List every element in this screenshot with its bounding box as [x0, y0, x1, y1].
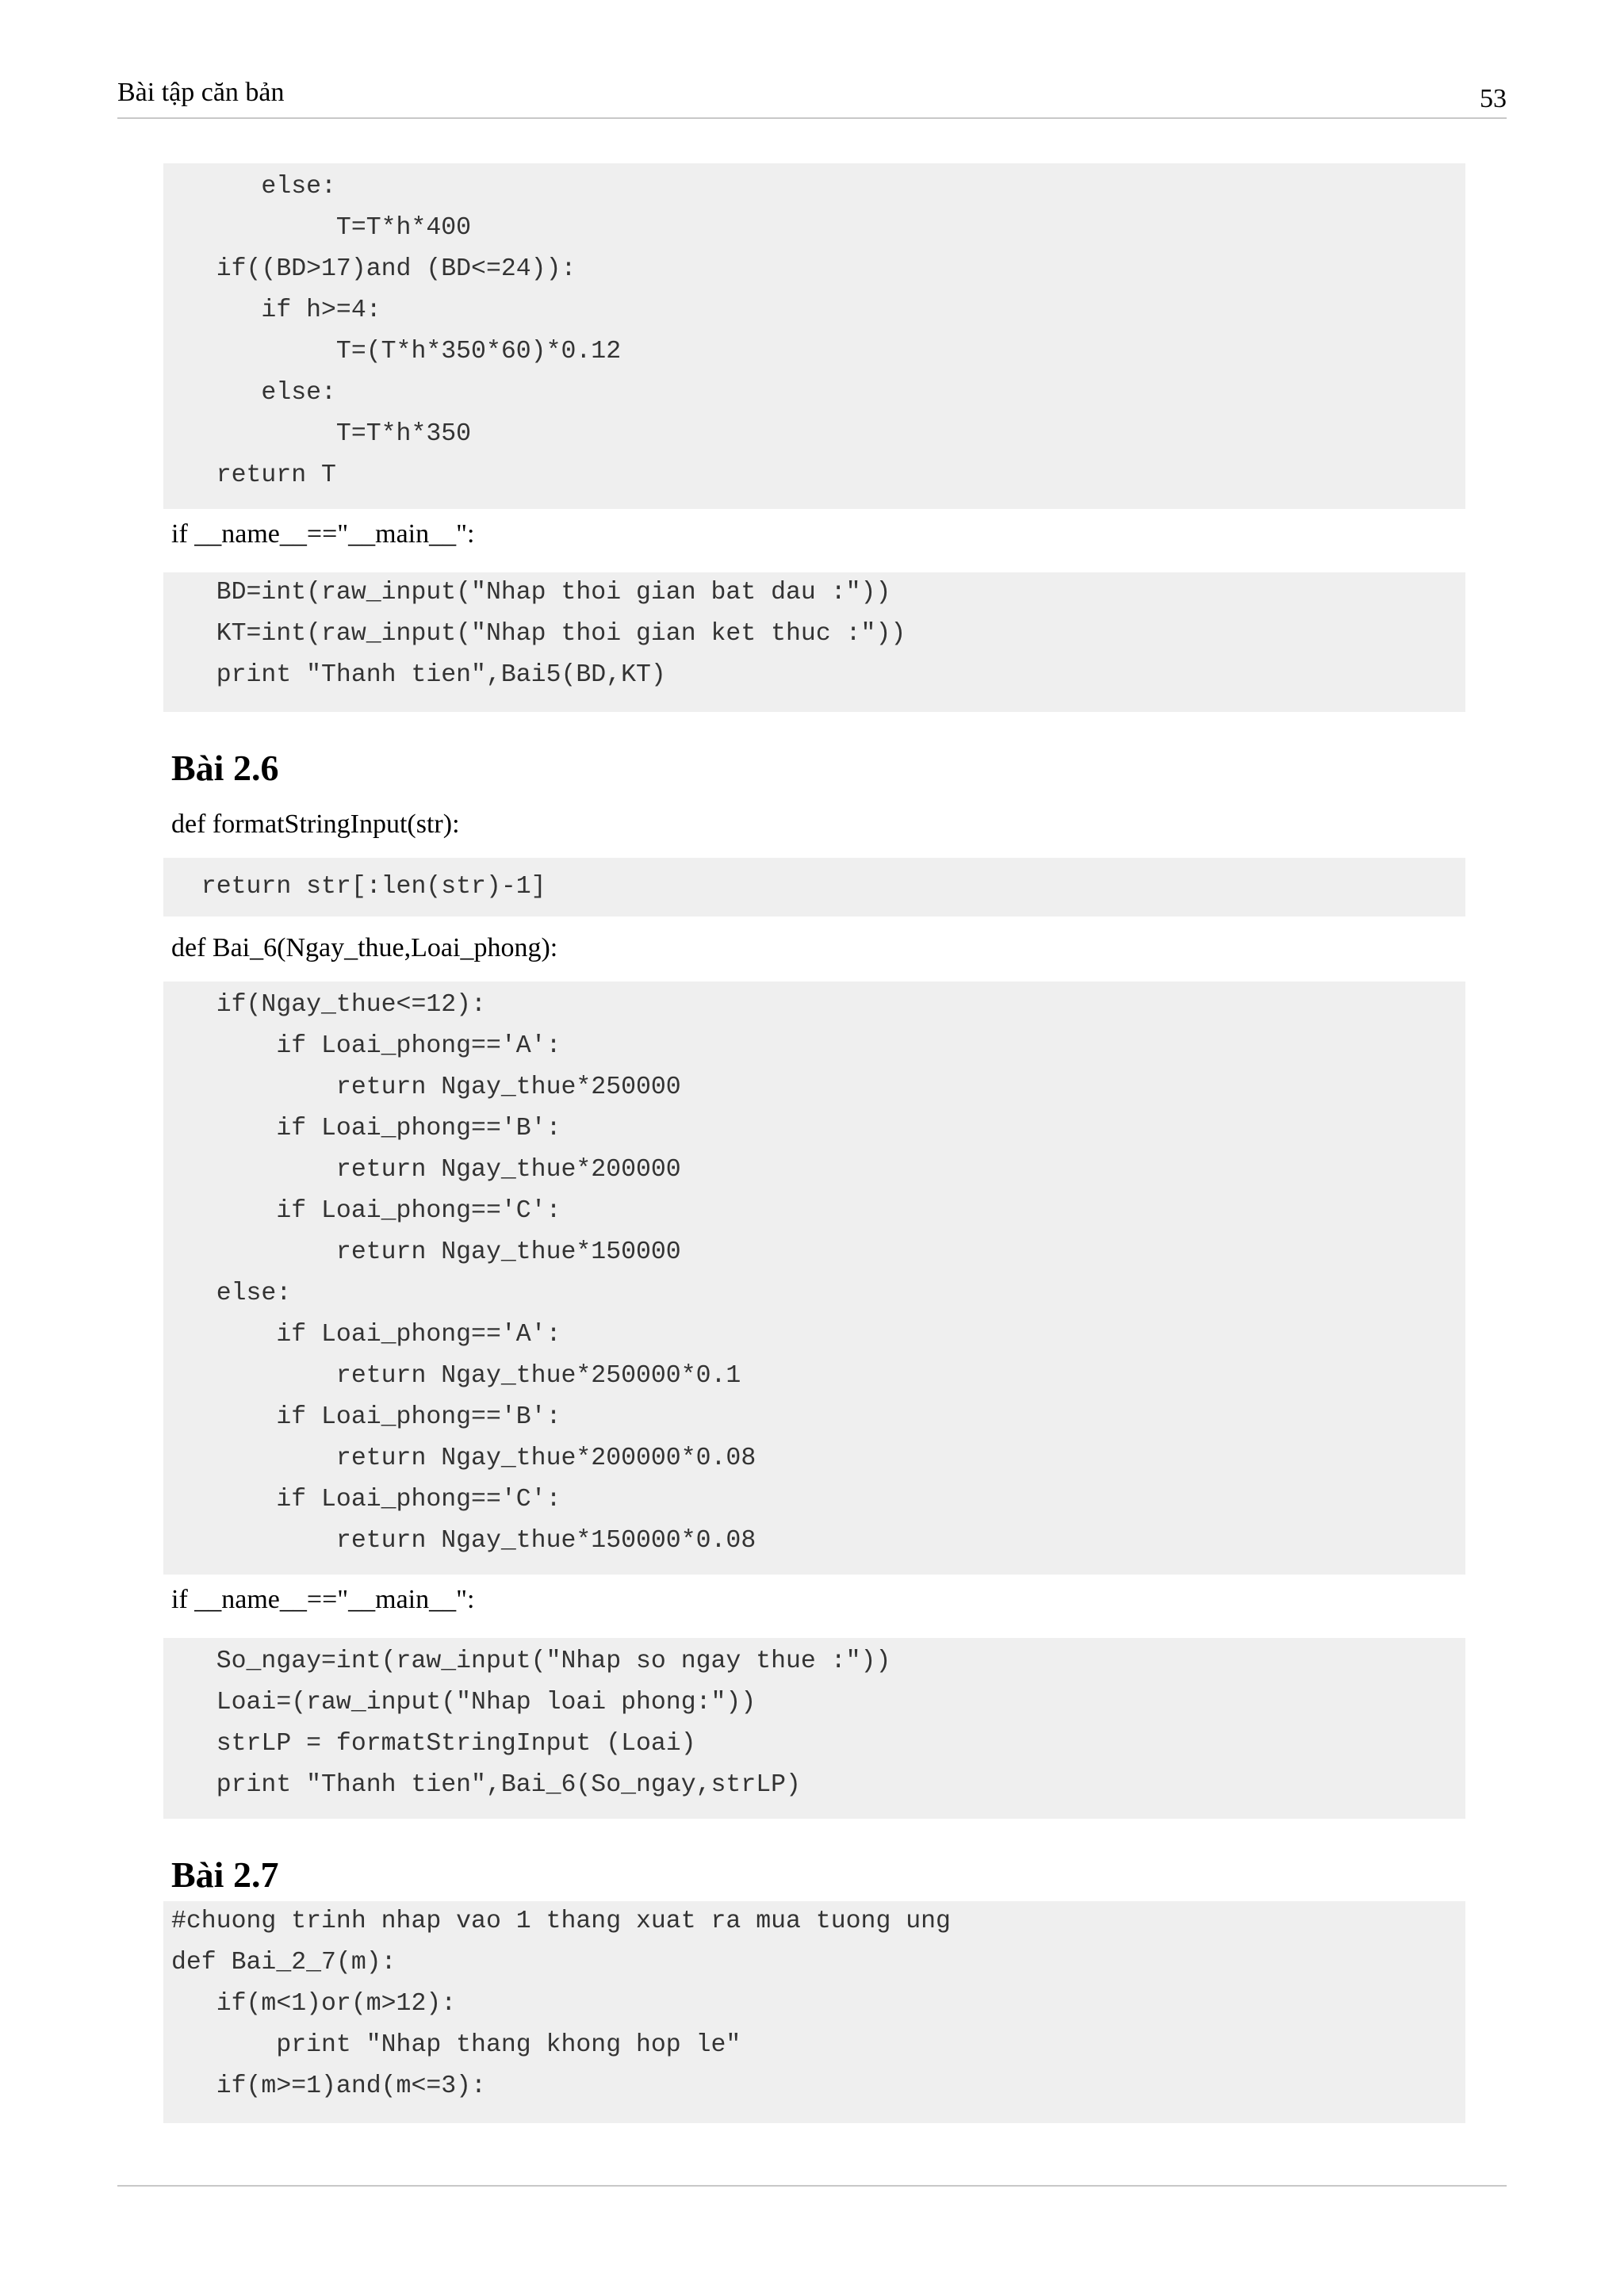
code-block [163, 1901, 1465, 2123]
code-line: KT=int(raw_input("Nhap thoi gian ket thuc :")) [171, 620, 906, 648]
code-line: if(m<1)or(m>12): [171, 1990, 457, 2018]
code-line: strLP = formatStringInput (Loai) [171, 1730, 696, 1758]
code-text-line: def Bai_6(Ngay_thue,Loai_phong): [171, 933, 558, 962]
code-line: if h>=4: [171, 297, 381, 324]
code-line: T=T*h*350 [171, 420, 472, 448]
code-line: return Ngay_thue*250000*0.1 [171, 1362, 741, 1390]
code-line: if((BD>17)and (BD<=24)): [171, 255, 576, 283]
code-line: T=T*h*400 [171, 214, 472, 242]
code-line: if Loai_phong=='B': [171, 1403, 561, 1431]
code-line: return Ngay_thue*200000*0.08 [171, 1445, 756, 1472]
code-line: print "Thanh tien",Bai_6(So_ngay,strLP) [171, 1771, 801, 1799]
page-number: 53 [1480, 84, 1507, 113]
code-line: if Loai_phong=='C': [171, 1486, 561, 1513]
code-line: Loai=(raw_input("Nhap loai phong:")) [171, 1689, 756, 1716]
section-heading: Bài 2.7 [171, 1854, 279, 1895]
page-header [117, 76, 1507, 119]
code-line: if Loai_phong=='A': [171, 1032, 561, 1060]
code-block [163, 1638, 1465, 1819]
code-line: #chuong trinh nhap vao 1 thang xuat ra mua tuong ung [171, 1908, 951, 1935]
code-line: BD=int(raw_input("Nhap thoi gian bat dau :")) [171, 579, 891, 607]
code-line: return Ngay_thue*200000 [171, 1156, 681, 1184]
code-text-line: def formatStringInput(str): [171, 809, 460, 839]
code-line: return T [171, 461, 336, 489]
code-line: else: [171, 1280, 292, 1307]
code-line: else: [171, 379, 336, 407]
code-block [163, 163, 1465, 509]
code-text-line: if __name__=="__main__": [171, 1585, 475, 1614]
code-block [163, 858, 1465, 916]
code-line: if Loai_phong=='C': [171, 1197, 561, 1225]
code-line: if(m>=1)and(m<=3): [171, 2072, 486, 2100]
section-heading: Bài 2.6 [171, 748, 279, 788]
code-line: T=(T*h*350*60)*0.12 [171, 338, 622, 365]
code-line: if(Ngay_thue<=12): [171, 991, 486, 1019]
code-line: return Ngay_thue*150000 [171, 1238, 681, 1266]
footer-rule [117, 2185, 1507, 2187]
code-line: def Bai_2_7(m): [171, 1949, 396, 1976]
code-text-line: if __name__=="__main__": [171, 519, 475, 549]
code-line: So_ngay=int(raw_input("Nhap so ngay thue :")) [171, 1647, 891, 1675]
code-line: return str[:len(str)-1] [171, 873, 546, 901]
code-line: print "Nhap thang khong hop le" [171, 2031, 741, 2059]
header-title: Bài tập căn bản [117, 78, 285, 107]
code-line: return Ngay_thue*250000 [171, 1073, 681, 1101]
code-line: return Ngay_thue*150000*0.08 [171, 1527, 756, 1555]
code-line: if Loai_phong=='A': [171, 1321, 561, 1349]
code-line: if Loai_phong=='B': [171, 1115, 561, 1142]
code-block [163, 982, 1465, 1575]
code-line: print "Thanh tien",Bai5(BD,KT) [171, 661, 666, 689]
code-line: else: [171, 173, 336, 201]
code-block [163, 572, 1465, 712]
